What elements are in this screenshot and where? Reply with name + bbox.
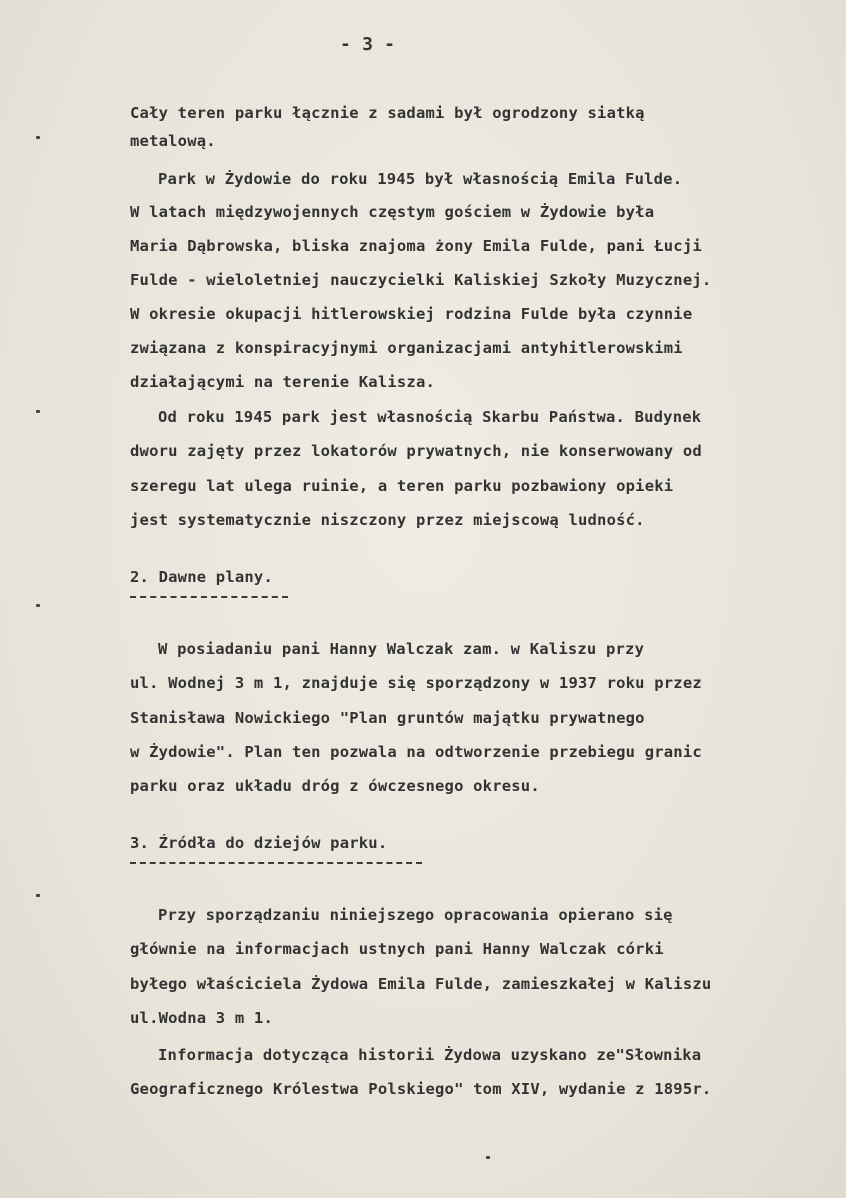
text-line: byłego właściciela Żydowa Emila Fulde, zamieszkałej w Kaliszu xyxy=(130,975,712,993)
text-line: ul. Wodnej 3 m 1, znajduje się sporządzony w 1937 roku przez xyxy=(130,674,702,692)
margin-mark xyxy=(486,1156,490,1159)
heading-underline xyxy=(130,596,288,598)
margin-mark xyxy=(36,136,40,139)
text-line: metalową. xyxy=(130,132,216,150)
section-heading: 3. Źródła do dziejów parku. xyxy=(130,834,388,852)
text-line: W latach międzywojennych częstym gościem w Żydowie była xyxy=(130,203,655,221)
text-line: związana z konspiracyjnymi organizacjami antyhitlerowskimi xyxy=(130,339,683,357)
text-line: parku oraz układu dróg z ówczesnego okresu. xyxy=(130,777,540,795)
text-line: Park w Żydowie do roku 1945 był własnością Emila Fulde. xyxy=(158,170,683,188)
margin-mark xyxy=(36,894,40,897)
margin-mark xyxy=(36,410,40,413)
text-line: w Żydowie". Plan ten pozwala na odtworzenie przebiegu granic xyxy=(130,743,702,761)
text-line: głównie na informacjach ustnych pani Hanny Walczak córki xyxy=(130,940,664,958)
text-line: Maria Dąbrowska, bliska znajoma żony Emila Fulde, pani Łucji xyxy=(130,237,702,255)
text-line: W okresie okupacji hitlerowskiej rodzina Fulde była czynnie xyxy=(130,305,693,323)
text-line: jest systematycznie niszczony przez miejscową ludność. xyxy=(130,511,645,529)
heading-underline xyxy=(130,862,422,864)
text-line: szeregu lat ulega ruinie, a teren parku pozbawiony opieki xyxy=(130,477,674,495)
text-line: Fulde - wieloletniej nauczycielki Kaliskiej Szkoły Muzycznej. xyxy=(130,271,712,289)
text-line: Geograficznego Królestwa Polskiego" tom XIV, wydanie z 1895r. xyxy=(130,1080,712,1098)
text-line: dworu zajęty przez lokatorów prywatnych, nie konserwowany od xyxy=(130,442,702,460)
text-line: W posiadaniu pani Hanny Walczak zam. w Kaliszu przy xyxy=(158,640,645,658)
margin-mark xyxy=(36,604,40,607)
text-line: działającymi na terenie Kalisza. xyxy=(130,373,436,391)
section-heading: 2. Dawne plany. xyxy=(130,568,273,586)
text-line: Informacja dotycząca historii Żydowa uzyskano ze"Słownika xyxy=(158,1046,702,1064)
page-number: - 3 - xyxy=(340,34,396,55)
text-line: Od roku 1945 park jest własnością Skarbu Państwa. Budynek xyxy=(158,408,702,426)
text-line: ul.Wodna 3 m 1. xyxy=(130,1009,273,1027)
text-line: Stanisława Nowickiego "Plan gruntów majątku prywatnego xyxy=(130,709,645,727)
text-line: Cały teren parku łącznie z sadami był ogrodzony siatką xyxy=(130,104,645,122)
text-line: Przy sporządzaniu niniejszego opracowania opierano się xyxy=(158,906,673,924)
